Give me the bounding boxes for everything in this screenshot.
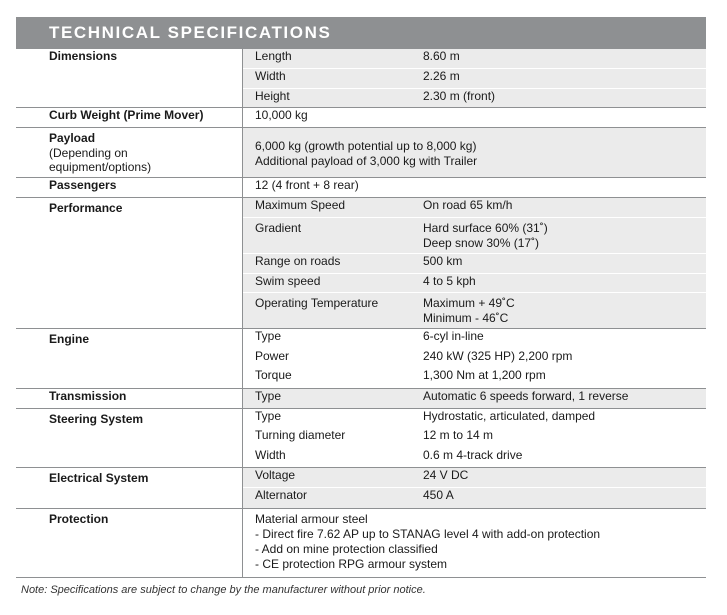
spec-key: Swim speed (243, 273, 412, 293)
spec-value: Automatic 6 speeds forward, 1 reverse (411, 388, 706, 408)
protection-line: Material armour steel (255, 511, 368, 526)
spec-key: Range on roads (243, 253, 412, 273)
table-row (16, 178, 706, 198)
spec-key: Type (243, 388, 412, 408)
spec-key: Power (243, 349, 412, 369)
spec-key: Type (243, 329, 412, 349)
row-label-engine: Engine (16, 329, 243, 388)
spec-key: Width (243, 448, 412, 468)
table-row (16, 329, 706, 349)
table-row (16, 108, 706, 128)
page-title: TECHNICAL SPECIFICATIONS (49, 23, 332, 42)
section-header (16, 17, 706, 48)
spec-key: Torque (243, 368, 412, 388)
row-label-electrical: Electrical System (16, 467, 243, 508)
table-row (16, 197, 706, 217)
row-label-dimensions: Dimensions (16, 49, 243, 108)
table-row (16, 508, 706, 577)
spec-value: Hydrostatic, articulated, damped (411, 408, 706, 428)
table-row (16, 408, 706, 428)
spec-value: Deep snow 30% (17˚) (423, 235, 540, 250)
spec-value: 500 km (411, 253, 706, 273)
spec-value: On road 65 km/h (411, 197, 706, 217)
row-label-curb-weight: Curb Weight (Prime Mover) (16, 108, 243, 128)
protection-line: - CE protection RPG armour system (255, 556, 448, 571)
footnote: Note: Specifications are subject to change by the manufacturer without prior notice. (21, 584, 426, 596)
spec-value: 1,300 Nm at 1,200 rpm (423, 368, 546, 383)
spec-table (16, 48, 706, 578)
row-sublabel: equipment/options) (49, 160, 152, 175)
spec-key: Width (243, 68, 412, 88)
row-label-transmission: Transmission (16, 388, 243, 408)
spec-value: 450 A (411, 487, 706, 508)
row-label-payload: Payload (49, 131, 96, 146)
spec-key: Length (243, 49, 412, 69)
spec-value: Additional payload of 3,000 kg with Trailer (255, 154, 478, 169)
spec-value: 10,000 kg (243, 108, 707, 128)
spec-value: 2.26 m (411, 68, 706, 88)
spec-value: 2.30 m (front) (411, 88, 706, 108)
spec-value: Hard surface 60% (31˚) (423, 220, 548, 235)
spec-value: 0.6 m 4-track drive (423, 447, 523, 462)
spec-key: Maximum Speed (243, 197, 412, 217)
spec-key: Gradient (243, 217, 412, 253)
spec-value: Maximum + 49˚C (423, 296, 515, 311)
spec-key: Operating Temperature (243, 293, 412, 329)
spec-key: Turning diameter (243, 428, 412, 448)
spec-value: 6,000 kg (growth potential up to 8,000 kg) (255, 139, 477, 154)
spec-value: 12 (4 front + 8 rear) (243, 178, 707, 198)
spec-value: 8.60 m (411, 49, 706, 69)
row-label-performance: Performance (16, 197, 243, 328)
spec-value: 6-cyl in-line (411, 329, 706, 349)
row-label-passengers: Passengers (16, 178, 243, 198)
spec-value: 24 V DC (411, 467, 706, 487)
table-row (16, 388, 706, 408)
table-row (16, 128, 706, 178)
table-row (16, 49, 706, 69)
spec-key: Alternator (243, 487, 412, 508)
spec-key: Voltage (243, 467, 412, 487)
spec-key: Type (243, 408, 412, 428)
spec-key: Height (243, 88, 412, 108)
row-label-steering: Steering System (16, 408, 243, 467)
spec-value: 4 to 5 kph (411, 273, 706, 293)
protection-line: - Direct fire 7.62 AP up to STANAG level 4 with add-on protection (255, 526, 601, 541)
table-row (16, 467, 706, 487)
spec-value: 12 m to 14 m (423, 427, 494, 442)
row-label-protection: Protection (16, 508, 243, 577)
spec-value: 240 kW (325 HP) 2,200 rpm (423, 348, 573, 363)
spec-value: Minimum - 46˚C (423, 311, 509, 326)
protection-line: - Add on mine protection classified (255, 541, 438, 556)
row-sublabel: (Depending on (49, 146, 128, 161)
